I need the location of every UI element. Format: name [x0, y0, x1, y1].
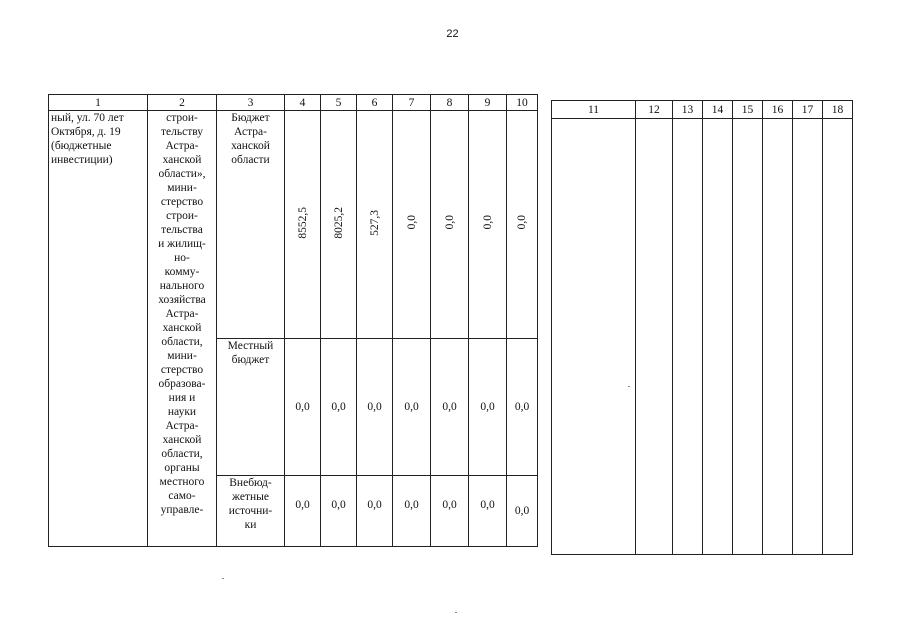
responsible-line: стерство: [160, 196, 204, 208]
responsible-line: ханской: [162, 322, 202, 334]
value-cell: [431, 339, 469, 476]
value-cell: [393, 476, 431, 547]
value-cell: [285, 111, 321, 339]
funding-source-cell: [217, 339, 285, 476]
source-line: Астра-: [234, 126, 267, 138]
col-header: 17: [793, 101, 823, 119]
responsible-line: само-: [168, 490, 196, 502]
funding-source-cell: [217, 476, 285, 547]
value-text: 0,0: [442, 401, 457, 413]
value-cell: [357, 339, 393, 476]
scan-speck: [628, 386, 630, 387]
funding-source-text: [217, 476, 284, 532]
col-header: 5: [321, 95, 357, 111]
value-cell: [321, 339, 357, 476]
empty-cell: [793, 119, 823, 555]
value-cell: [431, 476, 469, 547]
value-cell: [469, 111, 507, 339]
funding-source-text: [217, 339, 284, 367]
header-row: [49, 95, 538, 111]
responsible-line: строи-: [166, 210, 198, 222]
value-cell: [321, 476, 357, 547]
col-header: 9: [469, 95, 507, 111]
responsible-line: стерство: [160, 364, 204, 376]
responsible-line: ханской: [162, 154, 202, 166]
responsible-line: Астра-: [165, 140, 199, 152]
value-cell: [285, 339, 321, 476]
main-table: [48, 94, 538, 547]
col-header: 4: [285, 95, 321, 111]
empty-cell: [673, 119, 703, 555]
responsible-line: мини-: [167, 182, 197, 194]
source-line: ки: [244, 519, 257, 531]
col-header: 11: [552, 101, 636, 119]
value-text: 8552,5: [296, 206, 309, 239]
value-text: 0,0: [295, 499, 310, 511]
col-header: 16: [763, 101, 793, 119]
responsible-parties-cell: [148, 111, 217, 547]
value-cell: [431, 111, 469, 339]
funding-source-cell: [217, 111, 285, 339]
col-header: 3: [217, 95, 285, 111]
value-text: 0,0: [331, 499, 346, 511]
scan-speck: [222, 578, 224, 579]
responsible-line: хозяйства: [158, 294, 206, 306]
scan-speck: [455, 612, 457, 613]
value-text: 0,0: [443, 215, 456, 230]
value-text: 0,0: [514, 505, 530, 517]
col-header: 13: [673, 101, 703, 119]
value-text: 0,0: [295, 401, 310, 413]
col-header: 12: [636, 101, 673, 119]
value-cell: [321, 111, 357, 339]
value-text: 0,0: [480, 401, 495, 413]
header-row: [552, 101, 853, 119]
value-text: 0,0: [405, 215, 418, 230]
page-number: 22: [446, 28, 459, 40]
source-line: жетные: [232, 491, 269, 503]
value-cell: [507, 111, 538, 339]
source-line: Бюджет: [231, 112, 270, 124]
responsible-line: управле-: [160, 504, 204, 516]
source-line: Местный: [227, 340, 274, 352]
value-text: 8025,2: [332, 206, 345, 239]
object-address-text: ный, ул. 70 лет Октября, д. 19 (бюджетные инвестиции): [51, 112, 124, 166]
col-header: 10: [507, 95, 538, 111]
value-cell: [357, 111, 393, 339]
value-cell: [469, 476, 507, 547]
responsible-line: области»,: [158, 168, 206, 180]
responsible-line: тельства: [161, 224, 203, 236]
table-row: [49, 111, 538, 339]
value-text: 0,0: [516, 215, 528, 230]
value-cell: [357, 476, 393, 547]
value-text: 0,0: [331, 401, 346, 413]
responsible-line: области,: [161, 448, 203, 460]
responsible-line: органы: [164, 462, 200, 474]
col-header: 15: [733, 101, 763, 119]
col-header: 14: [703, 101, 733, 119]
value-text: 0,0: [367, 499, 382, 511]
empty-cell: [823, 119, 853, 555]
value-text: 0,0: [480, 499, 495, 511]
empty-cell: [552, 119, 636, 555]
continuation-table: [551, 100, 853, 555]
source-line: бюджет: [231, 354, 270, 366]
value-text: 0,0: [514, 401, 530, 413]
value-cell: [507, 339, 538, 476]
responsible-line: области,: [161, 336, 203, 348]
col-header: 8: [431, 95, 469, 111]
col-header: 2: [148, 95, 217, 111]
col-header: 1: [49, 95, 148, 111]
responsible-line: образова-: [158, 378, 206, 390]
value-text: 0,0: [404, 401, 419, 413]
empty-cell: [703, 119, 733, 555]
responsible-line: но-: [174, 252, 190, 264]
funding-source-text: [217, 111, 284, 167]
value-text: 0,0: [367, 401, 382, 413]
responsible-parties-text: [148, 111, 216, 517]
empty-cell: [733, 119, 763, 555]
empty-cell: [763, 119, 793, 555]
value-text: 527,3: [368, 209, 381, 236]
table-row: [552, 119, 853, 555]
value-cell: [393, 339, 431, 476]
empty-cell: [636, 119, 673, 555]
value-cell: [393, 111, 431, 339]
responsible-line: комму-: [164, 266, 200, 278]
source-line: источни-: [228, 505, 273, 517]
responsible-line: местного: [159, 476, 205, 488]
responsible-line: Астра-: [165, 308, 199, 320]
source-line: Внебюд-: [229, 477, 272, 489]
value-cell: [285, 476, 321, 547]
responsible-line: ния и: [168, 392, 196, 404]
col-header: 18: [823, 101, 853, 119]
value-text: 0,0: [404, 499, 419, 511]
responsible-line: ханской: [162, 434, 202, 446]
responsible-line: мини-: [167, 350, 197, 362]
source-line: области: [231, 154, 270, 166]
value-text: 0,0: [442, 499, 457, 511]
responsible-line: науки: [167, 406, 197, 418]
responsible-line: и жилищ-: [158, 238, 206, 250]
responsible-line: тельству: [160, 126, 204, 138]
value-cell: [469, 339, 507, 476]
responsible-line: Астра-: [165, 420, 199, 432]
source-line: ханской: [231, 140, 270, 152]
col-header: 7: [393, 95, 431, 111]
object-address-cell: [49, 111, 148, 547]
value-text: 0,0: [481, 215, 494, 230]
responsible-line: строи-: [166, 112, 198, 124]
responsible-line: нального: [159, 280, 205, 292]
value-cell: [507, 476, 538, 547]
col-header: 6: [357, 95, 393, 111]
